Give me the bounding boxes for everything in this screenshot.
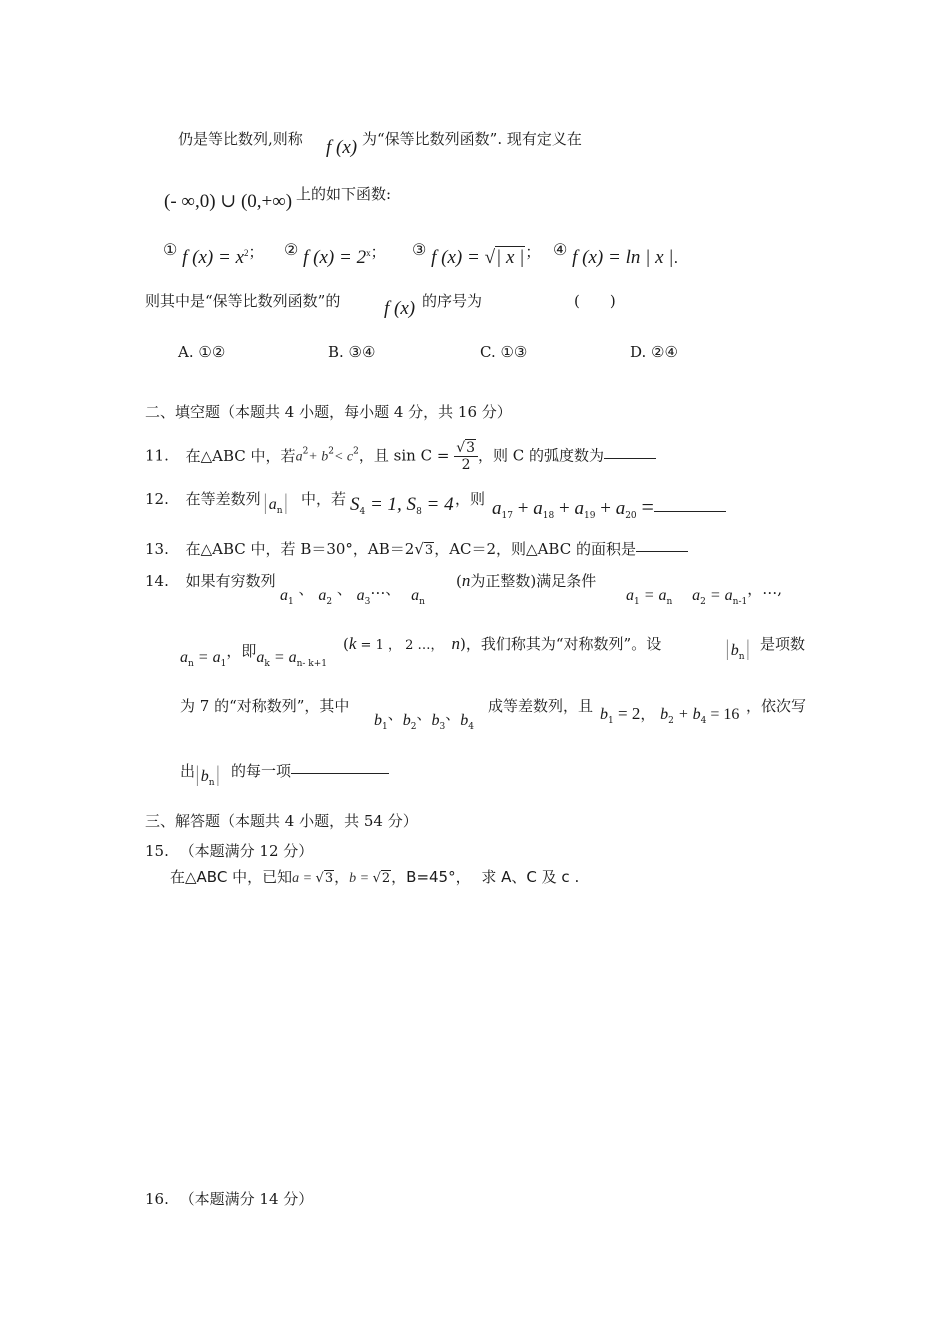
section-2-heading-text: 二、填空题（本题共 4 小题，每小题 4 分，共 16 分） [145, 403, 512, 421]
q15-a-radical: √ [315, 871, 324, 886]
q12-brace-open: | [262, 490, 269, 514]
q14-b3: b [431, 712, 440, 729]
answer-paren: ( ) [574, 292, 616, 310]
q10-line1-pre: 仍是等比数列,则称 [178, 130, 303, 148]
q14-sep1: 、 [298, 580, 314, 598]
q11-number: 11. [145, 446, 169, 465]
q14-l4-b: b [200, 768, 209, 785]
q15-header [145, 840, 313, 861]
q11-a: a [295, 449, 303, 465]
q10-choice-c [480, 343, 527, 361]
q14-l2-sub1: 1 [220, 659, 227, 669]
q14-l3-b4-sub: 4 [700, 716, 707, 726]
q15-score: （本题满分 12 分） [179, 842, 314, 860]
q15-number: 15. [145, 842, 169, 860]
q11-radicand: 3 [466, 440, 476, 456]
q14-l4-post [231, 760, 389, 781]
q14-l3-pre: 为 7 的“对称数列”，其中 [180, 697, 350, 715]
q11-answer-blank[interactable] [604, 457, 656, 459]
q12-sub18: 18 [542, 511, 555, 521]
q10-line1-post-text: 为“保等比数列函数”. 现有定义在 [362, 130, 582, 148]
q14-b3-sub: 3 [439, 722, 446, 732]
option-3-end: ； [525, 243, 541, 261]
q14-bn-close: | [744, 636, 752, 660]
q12-sub20: 20 [625, 511, 637, 521]
q14-a3: a [356, 587, 365, 604]
q14-c1-eq: = a [639, 587, 667, 604]
q12-a19: a [574, 498, 584, 519]
q10-answer-paren [574, 290, 616, 311]
q11-post: ，则 C 的弧度数为 [478, 446, 605, 465]
q13 [145, 538, 688, 559]
q14-line1 [145, 570, 276, 591]
q13-radical: √ [414, 540, 424, 558]
option-3-radicand: | x | [496, 247, 525, 268]
q14-l4-open: | [194, 762, 201, 786]
q12-then [455, 488, 485, 509]
q10-option-4 [553, 240, 678, 269]
q14-sep2: 、 [336, 580, 352, 598]
q10-ask-pre: 则其中是“保等比数列函数”的 [145, 292, 341, 310]
q15-b-eq: b = [349, 871, 373, 886]
choice-a: A. ①② [178, 343, 226, 361]
q14-l2-post: )，我们称其为“对称数列”。设 [460, 635, 662, 653]
q14-l2-an: a [180, 649, 188, 666]
q14-range-paren: ( [343, 635, 349, 653]
q14-range: = 1 ， 2 …， [356, 638, 444, 653]
q14-b4-sub: 4 [468, 722, 474, 732]
q10-fx [326, 137, 357, 159]
q11-exp-c: 2 [353, 446, 359, 457]
q12-then-text: ，则 [455, 490, 486, 508]
q15-body [170, 866, 579, 887]
q14-l3-b1-sub: 1 [608, 716, 614, 726]
q12-equals: = [641, 494, 654, 519]
q14-l3-conds [600, 703, 739, 726]
q10-choice-a [178, 343, 225, 361]
option-3-radical: √ [484, 247, 495, 268]
q10-ask-post-text: 的序号为 [422, 292, 483, 310]
q15-b-radical: √ [372, 871, 381, 886]
q14-b2: b [402, 712, 411, 729]
q10-option-3 [412, 240, 540, 269]
q14-l2-ak: a [256, 649, 265, 666]
q14-line4 [180, 760, 195, 781]
q14-sub2: 2 [326, 597, 333, 607]
section-3-heading [145, 810, 418, 831]
q14-b2-sub: 2 [410, 722, 417, 732]
q14-l3-b2: b [660, 706, 669, 723]
q11-exp-b: 2 [328, 446, 334, 457]
choice-d: D. ②④ [630, 343, 678, 361]
q12-mid [301, 488, 346, 509]
choice-b: B. ③④ [328, 343, 376, 361]
q14-l2-end-text: 是项数 [760, 635, 806, 653]
q11-fraction [454, 440, 478, 473]
q14-l2-sub-k: k [264, 659, 270, 669]
option-1-end: ； [248, 243, 264, 261]
q14-bn-b: b [730, 642, 739, 659]
q10-ask [145, 290, 340, 311]
q14-a2: a [318, 587, 327, 604]
option-4-marker: ④ [553, 240, 568, 259]
q14-terms [280, 578, 425, 607]
q14-l3-mid-text: 成等差数列，且 [488, 697, 594, 715]
q12-seq-sub: n [276, 506, 283, 516]
q14-l2-sub-n: n [188, 659, 194, 669]
q14-l4-pre: 出 [180, 762, 196, 780]
q11-radical: √ [456, 440, 466, 456]
q14-bn-sub: n [738, 652, 745, 662]
q10-option-1 [163, 240, 264, 269]
q13-radicand: 3 [424, 543, 434, 558]
option-3-expr: f (x) = [431, 247, 485, 268]
q10-domain [164, 190, 292, 213]
q14-c1-a: a [626, 587, 634, 604]
q14-l3-val: = 16 [706, 706, 740, 723]
q11-mid: ，且 sin C = [358, 446, 450, 465]
q14-c2-eq: = a [705, 587, 733, 604]
q12-answer-blank[interactable] [654, 510, 726, 512]
q14-c1-sub: 1 [634, 597, 640, 607]
q14-b1: b [374, 712, 382, 729]
option-4-end: . [673, 249, 679, 267]
q10-choice-b [328, 343, 375, 361]
q15-pre: 在△ABC 中，已知 [170, 868, 293, 886]
q14-line2 [180, 640, 327, 669]
q14-line2-range [343, 633, 661, 654]
q11-fraction-num [454, 440, 478, 457]
choice-c: C. ①③ [480, 343, 528, 361]
q14-c2-sub: 2 [700, 597, 706, 607]
q14-l4-close: | [214, 762, 222, 786]
q14-l3-seq [374, 703, 474, 732]
q14-l4-bn [194, 762, 221, 788]
option-2-end: ； [370, 243, 386, 261]
q10-fx-text: f (x) [326, 137, 358, 158]
q14-mid: 为正整数)满足条件 [470, 572, 597, 590]
q12-s4: S [350, 494, 360, 515]
q11-pre: 在△ABC 中，若 [185, 446, 296, 465]
q12 [145, 488, 261, 509]
q14-l3-b1-val: = 2 [613, 704, 641, 723]
q14-pre: 如果有穷数列 [185, 572, 276, 590]
q14-l4-post-text: 的每一项 [231, 762, 292, 780]
q10-ask-post [422, 290, 482, 311]
q10-line1 [178, 128, 303, 149]
q14-n: n [461, 571, 471, 590]
q14-c2-a: a [692, 587, 701, 604]
q14-l2-ji: ，即 [226, 642, 257, 660]
q16-number: 16. [145, 1190, 169, 1208]
q13-pre: 在△ABC 中，若 B＝30°，AB＝2 [185, 540, 415, 558]
option-4-expr: f (x) = ln | x | [572, 247, 674, 268]
q14-bn-open: | [724, 636, 731, 660]
q14-l3-b1: b [600, 706, 608, 723]
q14-c2-rsub: n-1 [732, 597, 748, 607]
q10-line2-post [296, 183, 391, 204]
q12-sub17: 17 [501, 511, 513, 521]
q16-header [145, 1188, 313, 1209]
q15-comma1: ， [334, 868, 350, 886]
q12-sub19: 19 [583, 511, 596, 521]
q12-plus3: + [600, 498, 611, 519]
option-2-marker: ② [284, 240, 299, 259]
q14-sub3: 3 [364, 597, 371, 607]
q12-a18: a [533, 498, 543, 519]
q15-cond: ，B=45°， [391, 868, 471, 886]
q14-l2-end [760, 633, 805, 654]
q10-ask-fx-text: f (x) [384, 298, 416, 319]
q14-c1-rsub: n [666, 597, 673, 607]
q14-b1-sub: 1 [382, 722, 388, 732]
q12-a20: a [615, 498, 626, 519]
q14-answer-blank[interactable] [291, 772, 389, 774]
q12-sum [492, 494, 726, 521]
q15-b-radicand: 2 [381, 871, 391, 886]
q14-sub1: 1 [288, 597, 294, 607]
q14-l1-end: ，…, [747, 580, 783, 598]
q14-subn: n [419, 597, 425, 607]
q12-s8-sub: 8 [416, 507, 422, 517]
q14-b-sep1: 、 [387, 705, 403, 723]
q14-b-sep3: 、 [445, 705, 461, 723]
option-1-expr: f (x) = x [182, 247, 244, 268]
q13-number: 13. [145, 540, 169, 558]
q14-range-n: n [451, 634, 461, 653]
q11-exp-a: 2 [302, 446, 309, 457]
q12-seq-var: a [268, 496, 277, 513]
q12-s4-val: = 1, S [365, 494, 417, 515]
q14-l2-sub-nk: n- k+1 [296, 659, 328, 669]
q14-range-k: k [348, 634, 357, 653]
q15-a-radicand: 3 [324, 871, 334, 886]
q14-paren: ( [456, 572, 462, 590]
q11-b: + b [308, 449, 329, 465]
q14-b-sep2: 、 [416, 705, 432, 723]
q14-dots: …、 [370, 580, 401, 598]
q14-a1: a [280, 587, 288, 604]
option-1-exponent: 2 [244, 248, 249, 258]
option-1-marker: ① [163, 240, 178, 259]
q15-ask: 求 A、C 及 c . [481, 868, 580, 886]
q12-pre: 在等差数列 [185, 490, 261, 508]
q14-b4: b [460, 712, 469, 729]
q12-number: 12. [145, 490, 169, 508]
q12-plus1: + [517, 498, 529, 519]
section-3-heading-text: 三、解答题（本题共 4 小题，共 54 分） [145, 812, 418, 830]
q14-l3-end [746, 695, 806, 716]
q14-conds [626, 578, 782, 607]
q10-ask-fx [384, 298, 415, 320]
q11-fraction-den: 2 [461, 457, 471, 473]
q14-l2-eq2: = a [269, 649, 297, 666]
q14-cond-text [456, 570, 596, 591]
q16-score: （本题满分 14 分） [179, 1190, 314, 1208]
section-2-heading [145, 401, 512, 422]
option-2-exponent: x [366, 248, 371, 258]
q14-bn [724, 636, 751, 662]
q11 [145, 440, 656, 473]
q15-a-eq: a = [292, 871, 316, 886]
q11-c: < c [333, 449, 354, 465]
q13-post: ，AC＝2，则△ABC 的面积是 [434, 540, 636, 558]
q14-number: 14. [145, 572, 169, 590]
q12-plus2: + [558, 498, 570, 519]
q14-l4-sub: n [208, 778, 215, 788]
q13-answer-blank[interactable] [636, 550, 688, 552]
option-2-expr: f (x) = 2 [303, 247, 367, 268]
option-3-marker: ③ [412, 240, 427, 259]
q12-s4-sub: 4 [359, 507, 366, 517]
q10-choice-d [630, 343, 678, 361]
q14-l3-mid [488, 695, 593, 716]
q10-line2-post-text: 上的如下函数: [296, 185, 392, 203]
q12-s8-val: = 4 [421, 494, 454, 515]
q10-line1-post [362, 128, 582, 149]
q12-seq [262, 490, 289, 516]
q14-l3-end-text: ，依次写 [746, 697, 807, 715]
q10-option-2 [284, 240, 386, 269]
q14-line3 [180, 695, 349, 716]
q12-mid-text: 中，若 [301, 490, 347, 508]
q12-a17: a [492, 498, 502, 519]
q10-domain-expr: (- ∞,0) ∪ (0,+∞) [164, 191, 293, 212]
q14-l3-b2-sub: 2 [668, 716, 674, 726]
q14-an: a [411, 587, 420, 604]
q12-brace-close: | [282, 490, 290, 514]
q14-l3-comma: ， [640, 705, 656, 723]
q14-l3-plus-b4: + b [673, 706, 701, 723]
q12-cond [350, 494, 454, 517]
q14-l2-eq: = a [193, 649, 221, 666]
